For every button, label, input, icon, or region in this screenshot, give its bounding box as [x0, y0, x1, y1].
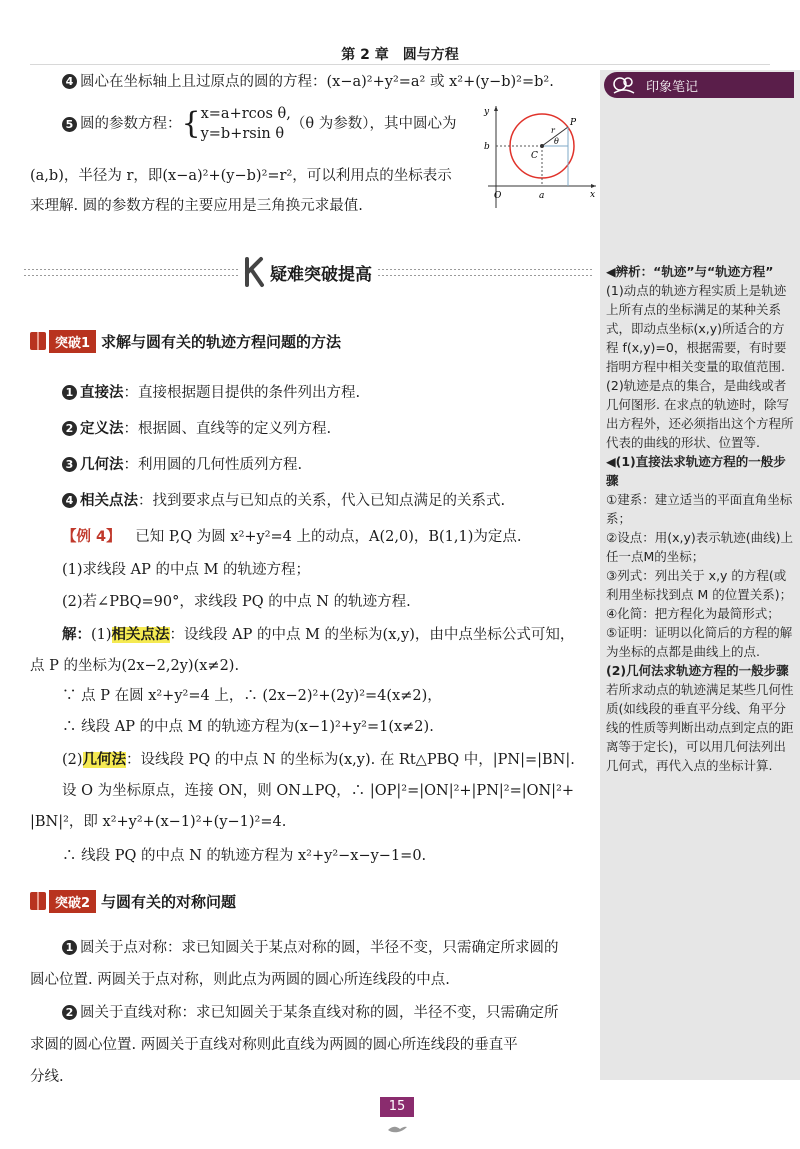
left-brace: { — [181, 106, 201, 141]
notes-header-title: 印象笔记 — [646, 79, 699, 95]
symmetry-line-line3: 分线. — [30, 1069, 64, 1085]
method-text: ：直接根据题目提供的条件列出方程. — [123, 385, 361, 401]
sidebar-note-1: (1)动点的轨迹方程实质上是轨迹上所有点的坐标满足的某种关系式，即动点坐标(x,y)所适合的方程 f(x,y)=0，根据需要，有时要指明方程中相关变量的取值范围. — [606, 283, 787, 374]
break2-heading — [30, 890, 236, 912]
solution-2-line2: 设 O 为坐标原点，连接 ON，则 ON⊥PQ，∴ |OP|²=|ON|²+|PN|²=|ON|²+ — [62, 783, 575, 799]
header-divider — [30, 64, 770, 65]
solution-1-line4: ∴ 线段 AP 的中点 M 的轨迹方程为(x−1)²+y²=1(x≠2). — [62, 719, 434, 735]
sol1-prefix: (1) — [91, 627, 112, 643]
notes-mascot-icon — [610, 74, 638, 96]
label-x: x — [590, 190, 596, 200]
banner-dots-left — [24, 269, 238, 276]
break2-title: 与圆有关的对称问题 — [101, 892, 237, 911]
solution-2-line1 — [62, 750, 596, 770]
symmetry-point-line2: 圆心位置. 两圆关于点对称，则此点为两圆的圆心所连线段的中点. — [30, 972, 450, 988]
method-name: 定义法 — [80, 421, 124, 437]
label-r: r — [551, 126, 555, 135]
symmetry-point-line1 — [62, 938, 596, 958]
label-o: O — [494, 191, 502, 201]
item-5-prefix: 圆的参数方程： — [80, 116, 182, 132]
method-text: ：找到要求点与已知点的关系，代入已知点满足的关系式. — [138, 493, 506, 509]
solution-2-line3: |BN|²，即 x²+y²+(x−1)²+(y−1)²=4. — [30, 814, 287, 830]
label-p: P — [570, 118, 577, 128]
k-logo-icon — [242, 256, 266, 288]
symmetry-line-line1 — [62, 1003, 596, 1023]
number-badge: 4 — [62, 493, 77, 508]
solution-1-line3: ∵ 点 P 在圆 x²+y²=4 上，∴ (2x−2)²+(2y)²=4(x≠2)， — [62, 688, 442, 704]
sidebar-step-1: ①建系：建立适当的平面直角坐标系； — [606, 492, 793, 526]
break1-title: 求解与圆有关的轨迹方程问题的方法 — [101, 332, 342, 351]
bird-ornament-icon — [386, 1122, 408, 1134]
break1-tag: 突破1 — [49, 330, 96, 353]
question-1: (1)求线段 AP 的中点 M 的轨迹方程； — [62, 562, 311, 578]
number-badge: 2 — [62, 421, 77, 436]
label-b: b — [484, 142, 490, 152]
label-y: y — [484, 107, 490, 117]
parametric-equations — [201, 104, 291, 144]
book-icon — [30, 332, 46, 350]
intro-item-4-text: 圆心在坐标轴上且过原点的圆的方程：(x−a)²+y²=a² 或 x²+(y−b)²=b². — [80, 74, 554, 90]
page-number: 15 — [380, 1097, 414, 1117]
method-direct — [62, 383, 592, 403]
sidebar-note-2: (2)轨迹是点的集合，是曲线或者几何图形. 在求点的轨迹时，除写出方程外，还必须指出这个方程所代表的曲线的形状、位置等. — [606, 378, 794, 450]
method-name: 直接法 — [80, 385, 124, 401]
sidebar-heading-direct: ◀(1)直接法求轨迹方程的一般步骤 — [606, 454, 786, 488]
label-theta: θ — [554, 137, 559, 146]
example-4 — [62, 527, 592, 547]
section-title: 疑难突破提高 — [270, 264, 372, 285]
chapter-header: 第 2 章 圆与方程 — [341, 47, 459, 63]
symmetry-line-text: 圆关于直线对称：求已知圆关于某条直线对称的圆，半径不变，只需确定所 — [80, 1005, 559, 1021]
question-2: (2)若∠PBQ=90°，求线段 PQ 的中点 N 的轨迹方程. — [62, 594, 411, 610]
sidebar-step-2: ②设点：用(x,y)表示轨迹(曲线)上任一点M的坐标； — [606, 530, 793, 564]
sidebar-heading-geometry: (2)几何法求轨迹方程的一般步骤 — [606, 663, 789, 678]
symmetry-point-text: 圆关于点对称：求已知圆关于某点对称的圆，半径不变，只需确定所求圆的 — [80, 940, 559, 956]
symmetry-line-line2: 求圆的圆心位置. 两圆关于直线对称则此直线为两圆的圆心所连线段的垂直平 — [30, 1037, 518, 1053]
method-text: ：利用圆的几何性质列方程. — [123, 457, 303, 473]
label-c: C — [531, 151, 538, 161]
solution-1-line1 — [62, 625, 596, 645]
x-axis-arrow — [591, 184, 596, 188]
number-badge: 5 — [62, 117, 77, 132]
method-name: 几何法 — [80, 457, 124, 473]
highlight-related-point: 相关点法 — [111, 627, 170, 643]
number-badge: 1 — [62, 385, 77, 400]
sol1-text: ：设线段 AP 的中点 M 的坐标为(x,y)，由中点坐标公式可知， — [169, 627, 575, 643]
center-point — [540, 144, 544, 148]
intro-item-5-line3: 来理解. 圆的参数方程的主要应用是三角换元求最值. — [30, 198, 363, 214]
circle-parametric-figure — [478, 100, 598, 212]
method-definition — [62, 419, 592, 439]
method-related-point — [62, 491, 592, 511]
sidebar-note-3: 若所求动点的轨迹满足某些几何性质(如线段的垂直平分线、角平分线的性质等判断出动点到定点的距离等于定长)，可以用几何法列出几何式，再代入点的坐标计算. — [606, 682, 794, 773]
y-axis-arrow — [494, 106, 498, 111]
solution-label: 解： — [62, 627, 91, 643]
example-text: 已知 P,Q 为圆 x²+y²=4 上的动点，A(2,0)，B(1,1)为定点. — [135, 529, 522, 545]
sidebar-heading-trajectory: ◀辨析：“轨迹”与“轨迹方程” — [606, 264, 774, 279]
break2-tag: 突破2 — [49, 890, 96, 913]
sidebar-step-4: ④化简：把方程化为最简形式； — [606, 606, 780, 621]
intro-item-5-line2: (a,b)，半径为 r，即(x−a)²+(y−b)²=r²，可以利用点的坐标表示 — [30, 168, 452, 184]
sol2-text: ：设线段 PQ 的中点 N 的坐标为(x,y). 在 Rt△PBQ 中，|PN|=|BN|. — [126, 752, 575, 768]
intro-item-5 — [62, 104, 472, 144]
banner-dots-right — [378, 269, 592, 276]
solution-2-line4: ∴ 线段 PQ 的中点 N 的轨迹方程为 x²+y²−x−y−1=0. — [62, 848, 427, 864]
method-name: 相关点法 — [80, 493, 138, 509]
label-a: a — [539, 191, 545, 201]
highlight-geometry: 几何法 — [82, 752, 127, 768]
param-eq-y: y=b+rsin θ — [200, 126, 285, 142]
number-badge: 4 — [62, 74, 77, 89]
number-badge: 1 — [62, 940, 77, 955]
param-eq-x: x=a+rcos θ, — [200, 106, 291, 122]
method-geometry — [62, 455, 592, 475]
method-text: ：根据圆、直线等的定义列方程. — [123, 421, 332, 437]
section-banner — [24, 262, 592, 285]
book-icon — [30, 892, 46, 910]
sidebar-notes — [606, 262, 794, 775]
sidebar-step-3: ③列式：列出关于 x,y 的方程(或利用坐标找到点 M 的位置关系)； — [606, 568, 793, 602]
sol2-prefix: (2) — [62, 752, 83, 768]
item-5-suffix: （θ 为参数），其中圆心为 — [290, 116, 457, 132]
example-tag: 【例 4】 — [62, 529, 121, 545]
number-badge: 3 — [62, 457, 77, 472]
break1-heading — [30, 330, 341, 352]
intro-item-4 — [62, 72, 592, 92]
solution-1-line2: 点 P 的坐标为(2x−2,2y)(x≠2). — [30, 658, 240, 674]
sidebar-step-5: ⑤证明：证明以化简后的方程的解为坐标的点都是曲线上的点. — [606, 625, 793, 659]
notes-header — [604, 72, 794, 98]
number-badge: 2 — [62, 1005, 77, 1020]
